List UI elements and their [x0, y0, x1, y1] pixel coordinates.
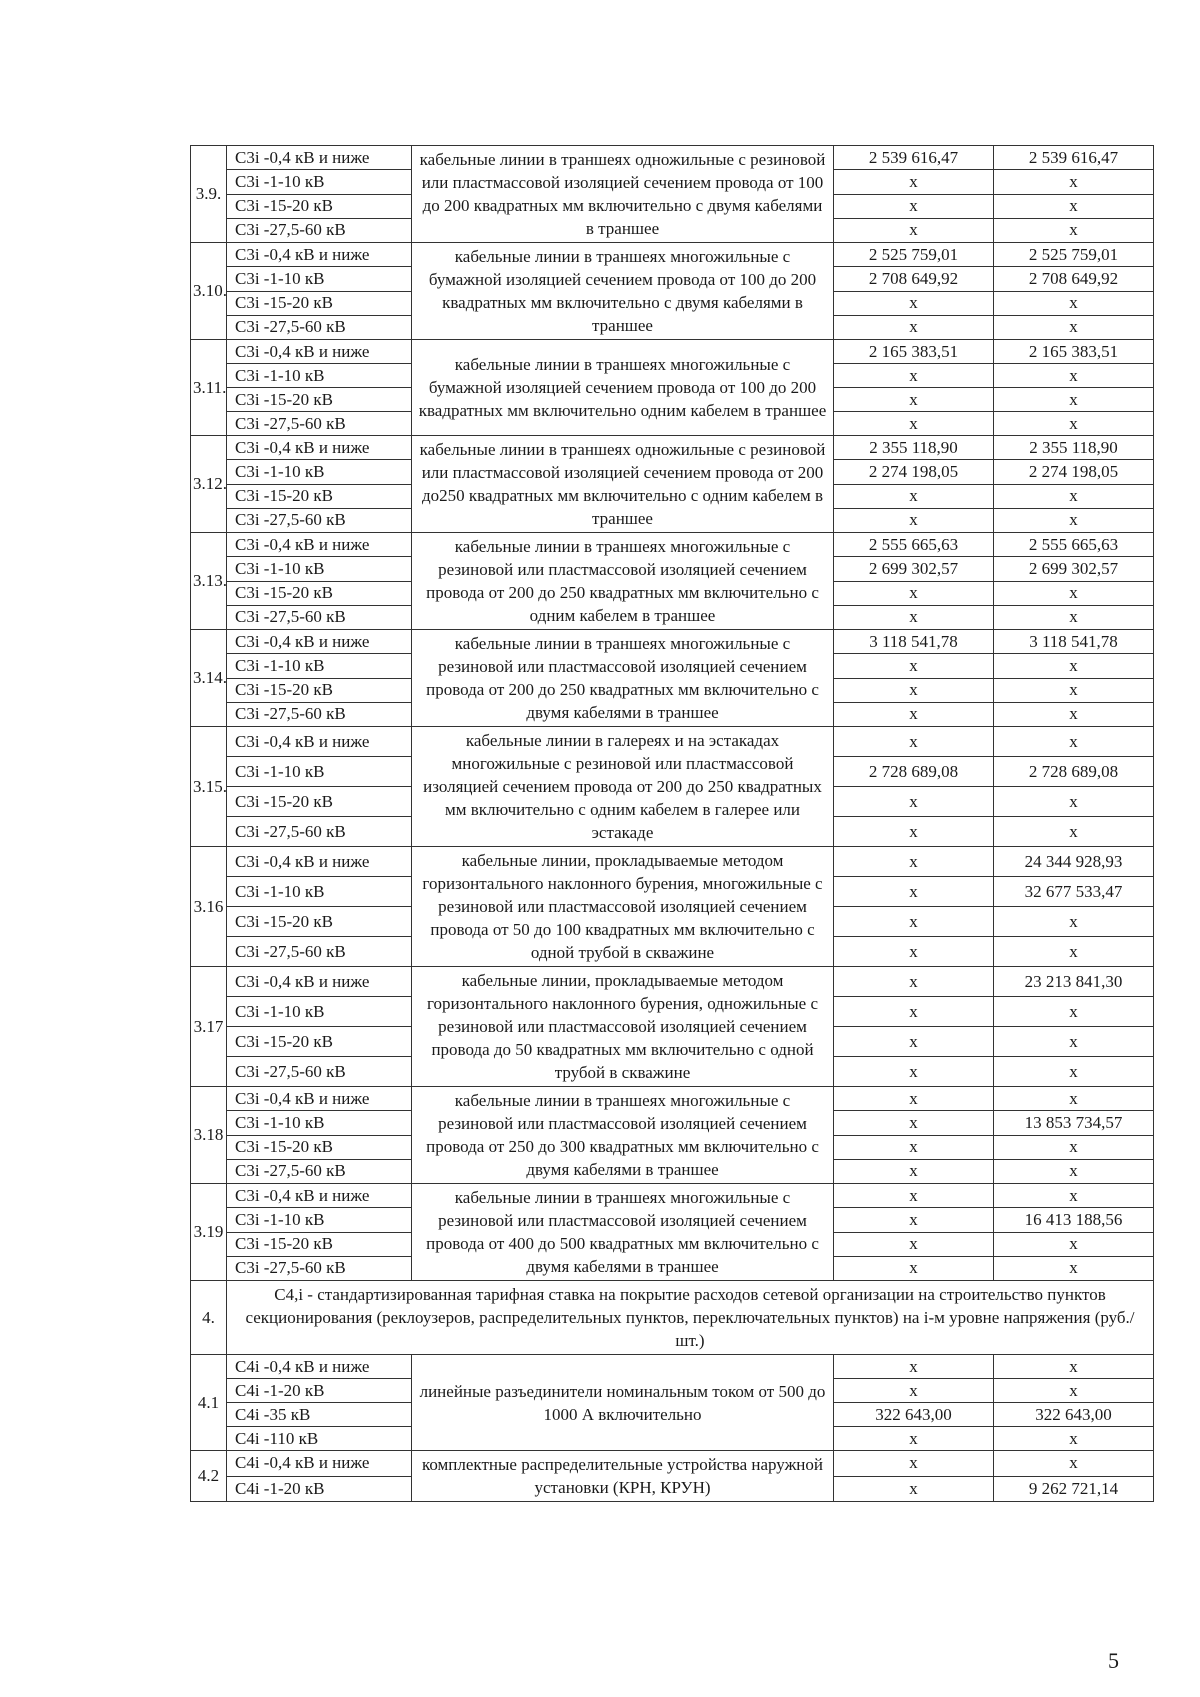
- voltage-level: C4i -1-20 кВ: [227, 1379, 412, 1403]
- item-number: 3.18: [191, 1087, 227, 1184]
- rate-value-2: x: [994, 1451, 1154, 1477]
- voltage-level: C3i -27,5-60 кВ: [227, 1256, 412, 1280]
- voltage-level: C3i -0,4 кВ и ниже: [227, 727, 412, 757]
- rate-value-2: 2 708 649,92: [994, 267, 1154, 291]
- rate-value-2: x: [994, 702, 1154, 726]
- voltage-level: C3i -1-10 кВ: [227, 997, 412, 1027]
- rate-value-2: x: [994, 1087, 1154, 1111]
- voltage-level: C3i -0,4 кВ и ниже: [227, 1184, 412, 1208]
- line-description: кабельные линии в траншеях одножильные с резиновой или пластмассовой изоляцией сечением провода от 100 до 200 квадратных мм включительно с двумя кабелями в траншее: [412, 146, 834, 243]
- voltage-level: C3i -1-10 кВ: [227, 170, 412, 194]
- line-description: кабельные линии в траншеях многожильные с резиновой или пластмассовой изоляцией сечением провода от 200 до 250 квадратных мм включительно с одним кабелем в траншее: [412, 533, 834, 630]
- tariff-table: [190, 145, 1154, 1502]
- voltage-level: C3i -27,5-60 кВ: [227, 817, 412, 847]
- rate-value-2: 2 555 665,63: [994, 533, 1154, 557]
- table-row: [191, 847, 1154, 877]
- table-row: [191, 727, 1154, 757]
- voltage-level: C3i -15-20 кВ: [227, 484, 412, 508]
- line-description: линейные разъединители номинальным током от 500 до 1000 А включительно: [412, 1355, 834, 1451]
- item-number: 3.17: [191, 967, 227, 1087]
- rate-value-2: x: [994, 654, 1154, 678]
- item-number: 3.16: [191, 847, 227, 967]
- voltage-level: C3i -0,4 кВ и ниже: [227, 340, 412, 364]
- rate-value-2: x: [994, 817, 1154, 847]
- rate-value-1: 2 165 383,51: [834, 340, 994, 364]
- voltage-level: C3i -27,5-60 кВ: [227, 218, 412, 242]
- voltage-level: C3i -15-20 кВ: [227, 291, 412, 315]
- rate-value-2: x: [994, 388, 1154, 412]
- rate-value-1: 2 555 665,63: [834, 533, 994, 557]
- item-number: 3.10.: [191, 243, 227, 340]
- voltage-level: C3i -27,5-60 кВ: [227, 1057, 412, 1087]
- line-description: кабельные линии в траншеях многожильные с бумажной изоляцией сечением провода от 100 до 200 квадратных мм включительно одним кабелем в траншее: [412, 340, 834, 436]
- rate-value-1: x: [834, 678, 994, 702]
- rate-value-2: x: [994, 937, 1154, 967]
- voltage-level: C3i -0,4 кВ и ниже: [227, 847, 412, 877]
- rate-value-1: 322 643,00: [834, 1403, 994, 1427]
- voltage-level: C3i -15-20 кВ: [227, 1232, 412, 1256]
- rate-value-2: x: [994, 508, 1154, 532]
- rate-value-1: x: [834, 1256, 994, 1280]
- rate-value-2: x: [994, 1355, 1154, 1379]
- voltage-level: C4i -110 кВ: [227, 1427, 412, 1451]
- table-row: [191, 1355, 1154, 1379]
- rate-value-1: x: [834, 388, 994, 412]
- rate-value-2: x: [994, 1379, 1154, 1403]
- rate-value-1: x: [834, 937, 994, 967]
- rate-value-2: x: [994, 484, 1154, 508]
- line-description: кабельные линии в траншеях одножильные с резиновой или пластмассовой изоляцией сечением провода от 200 до250 квадратных мм включительно с одним кабелем в траншее: [412, 436, 834, 533]
- rate-value-2: 2 274 198,05: [994, 460, 1154, 484]
- voltage-level: C3i -1-10 кВ: [227, 757, 412, 787]
- section-row: [191, 1281, 1154, 1355]
- voltage-level: C4i -0,4 кВ и ниже: [227, 1355, 412, 1379]
- rate-value-2: x: [994, 787, 1154, 817]
- rate-value-2: 2 728 689,08: [994, 757, 1154, 787]
- rate-value-2: x: [994, 291, 1154, 315]
- rate-value-1: x: [834, 1159, 994, 1183]
- voltage-level: C3i -15-20 кВ: [227, 678, 412, 702]
- rate-value-2: x: [994, 1159, 1154, 1183]
- voltage-level: C3i -27,5-60 кВ: [227, 702, 412, 726]
- table-row: [191, 630, 1154, 654]
- line-description: кабельные линии, прокладываемые методом горизонтального наклонного бурения, одножильные с резиновой или пластмассовой изоляцией сечением провода до 50 квадратных мм включительно с одной трубой в скважине: [412, 967, 834, 1087]
- rate-value-1: x: [834, 1135, 994, 1159]
- rate-value-2: x: [994, 1232, 1154, 1256]
- voltage-level: C3i -1-10 кВ: [227, 460, 412, 484]
- voltage-level: C3i -27,5-60 кВ: [227, 605, 412, 629]
- rate-value-1: x: [834, 1057, 994, 1087]
- rate-value-2: 2 539 616,47: [994, 146, 1154, 170]
- rate-value-2: 16 413 188,56: [994, 1208, 1154, 1232]
- voltage-level: C3i -0,4 кВ и ниже: [227, 533, 412, 557]
- rate-value-1: 2 708 649,92: [834, 267, 994, 291]
- rate-value-1: x: [834, 967, 994, 997]
- voltage-level: C3i -15-20 кВ: [227, 581, 412, 605]
- rate-value-1: x: [834, 1451, 994, 1477]
- rate-value-1: 2 355 118,90: [834, 436, 994, 460]
- rate-value-1: x: [834, 412, 994, 436]
- rate-value-1: x: [834, 194, 994, 218]
- rate-value-1: x: [834, 581, 994, 605]
- rate-value-2: x: [994, 727, 1154, 757]
- voltage-level: C3i -1-10 кВ: [227, 1111, 412, 1135]
- line-description: кабельные линии в траншеях многожильные с резиновой или пластмассовой изоляцией сечением провода от 400 до 500 квадратных мм включительно с двумя кабелями в траншее: [412, 1184, 834, 1281]
- rate-value-1: x: [834, 817, 994, 847]
- rate-value-2: x: [994, 1057, 1154, 1087]
- rate-value-2: x: [994, 997, 1154, 1027]
- voltage-level: C3i -27,5-60 кВ: [227, 937, 412, 967]
- voltage-level: C3i -0,4 кВ и ниже: [227, 1087, 412, 1111]
- line-description: кабельные линии в галереях и на эстакадах многожильные с резиновой или пластмассовой изоляцией сечением провода от 200 до 250 квадратных мм включительно с одним кабелем в галерее или эстакаде: [412, 727, 834, 847]
- rate-value-1: 2 728 689,08: [834, 757, 994, 787]
- rate-value-2: 3 118 541,78: [994, 630, 1154, 654]
- rate-value-1: x: [834, 1427, 994, 1451]
- item-number: 3.9.: [191, 146, 227, 243]
- rate-value-1: 2 539 616,47: [834, 146, 994, 170]
- rate-value-2: x: [994, 581, 1154, 605]
- rate-value-1: x: [834, 1111, 994, 1135]
- voltage-level: C3i -1-10 кВ: [227, 877, 412, 907]
- rate-value-2: 2 355 118,90: [994, 436, 1154, 460]
- voltage-level: C3i -27,5-60 кВ: [227, 412, 412, 436]
- rate-value-1: 2 274 198,05: [834, 460, 994, 484]
- table-row: [191, 340, 1154, 364]
- voltage-level: C3i -1-10 кВ: [227, 364, 412, 388]
- rate-value-2: x: [994, 1135, 1154, 1159]
- line-description: комплектные распределительные устройства наружной установки (КРН, КРУН): [412, 1451, 834, 1502]
- table-row: [191, 533, 1154, 557]
- voltage-level: C3i -1-10 кВ: [227, 557, 412, 581]
- rate-value-1: x: [834, 997, 994, 1027]
- rate-value-2: x: [994, 315, 1154, 339]
- rate-value-1: x: [834, 654, 994, 678]
- voltage-level: C3i -0,4 кВ и ниже: [227, 243, 412, 267]
- voltage-level: C3i -15-20 кВ: [227, 787, 412, 817]
- item-number: 4.2: [191, 1451, 227, 1502]
- rate-value-1: 2 525 759,01: [834, 243, 994, 267]
- table-row: [191, 1451, 1154, 1477]
- rate-value-1: x: [834, 1355, 994, 1379]
- item-number: 3.11.: [191, 340, 227, 436]
- voltage-level: C3i -15-20 кВ: [227, 388, 412, 412]
- voltage-level: C3i -15-20 кВ: [227, 1027, 412, 1057]
- voltage-level: C3i -0,4 кВ и ниже: [227, 436, 412, 460]
- item-number: 3.13.: [191, 533, 227, 630]
- voltage-level: C3i -0,4 кВ и ниже: [227, 967, 412, 997]
- table-row: [191, 1184, 1154, 1208]
- rate-value-2: x: [994, 170, 1154, 194]
- voltage-level: C3i -27,5-60 кВ: [227, 508, 412, 532]
- rate-value-2: x: [994, 907, 1154, 937]
- rate-value-1: x: [834, 170, 994, 194]
- table-row: [191, 436, 1154, 460]
- rate-value-2: x: [994, 1427, 1154, 1451]
- rate-value-1: x: [834, 787, 994, 817]
- rate-value-1: x: [834, 1087, 994, 1111]
- rate-value-1: x: [834, 1379, 994, 1403]
- rate-value-2: x: [994, 1256, 1154, 1280]
- rate-value-1: x: [834, 1476, 994, 1502]
- rate-value-2: x: [994, 218, 1154, 242]
- rate-value-1: x: [834, 907, 994, 937]
- rate-value-1: x: [834, 1184, 994, 1208]
- rate-value-1: 3 118 541,78: [834, 630, 994, 654]
- rate-value-1: 2 699 302,57: [834, 557, 994, 581]
- voltage-level: C3i -0,4 кВ и ниже: [227, 146, 412, 170]
- line-description: кабельные линии, прокладываемые методом горизонтального наклонного бурения, многожильные с резиновой или пластмассовой изоляцией сечением провода от 50 до 100 квадратных мм включительно с одной трубой в скважине: [412, 847, 834, 967]
- rate-value-1: x: [834, 484, 994, 508]
- rate-value-2: x: [994, 364, 1154, 388]
- rate-value-2: 23 213 841,30: [994, 967, 1154, 997]
- rate-value-1: x: [834, 702, 994, 726]
- line-description: кабельные линии в траншеях многожильные с бумажной изоляцией сечением провода от 100 до 200 квадратных мм включительно с двумя кабелями в траншее: [412, 243, 834, 340]
- rate-value-1: x: [834, 218, 994, 242]
- rate-value-2: 13 853 734,57: [994, 1111, 1154, 1135]
- rate-value-2: x: [994, 605, 1154, 629]
- rate-value-1: x: [834, 1208, 994, 1232]
- table-row: [191, 967, 1154, 997]
- rate-value-2: x: [994, 412, 1154, 436]
- voltage-level: C3i -27,5-60 кВ: [227, 315, 412, 339]
- rate-value-1: x: [834, 364, 994, 388]
- voltage-level: C3i -1-10 кВ: [227, 1208, 412, 1232]
- voltage-level: C4i -0,4 кВ и ниже: [227, 1451, 412, 1477]
- voltage-level: C3i -15-20 кВ: [227, 194, 412, 218]
- rate-value-2: 24 344 928,93: [994, 847, 1154, 877]
- table-row: [191, 146, 1154, 170]
- line-description: кабельные линии в траншеях многожильные с резиновой или пластмассовой изоляцией сечением провода от 200 до 250 квадратных мм включительно с двумя кабелями в траншее: [412, 630, 834, 727]
- voltage-level: C3i -15-20 кВ: [227, 1135, 412, 1159]
- table-row: [191, 1087, 1154, 1111]
- voltage-level: C3i -0,4 кВ и ниже: [227, 630, 412, 654]
- page-number: 5: [1108, 1648, 1119, 1673]
- rate-value-2: 2 525 759,01: [994, 243, 1154, 267]
- voltage-level: C4i -35 кВ: [227, 1403, 412, 1427]
- rate-value-1: x: [834, 291, 994, 315]
- item-number: 3.19: [191, 1184, 227, 1281]
- rate-value-1: x: [834, 847, 994, 877]
- rate-value-2: 32 677 533,47: [994, 877, 1154, 907]
- voltage-level: C4i -1-20 кВ: [227, 1476, 412, 1502]
- rate-value-1: x: [834, 508, 994, 532]
- table-row: [191, 243, 1154, 267]
- rate-value-2: x: [994, 1184, 1154, 1208]
- rate-value-2: x: [994, 678, 1154, 702]
- rate-value-1: x: [834, 1232, 994, 1256]
- rate-value-1: x: [834, 877, 994, 907]
- voltage-level: C3i -27,5-60 кВ: [227, 1159, 412, 1183]
- rate-value-1: x: [834, 605, 994, 629]
- rate-value-2: 322 643,00: [994, 1403, 1154, 1427]
- section-title: C4,i - стандартизированная тарифная ставка на покрытие расходов сетевой организации на строительство пунктов секционирования (реклоузеров, распределительных пунктов, переключательных пунктов) на i-м уровне напряжения (руб./шт.): [227, 1281, 1154, 1355]
- item-number: 3.15.: [191, 727, 227, 847]
- item-number: 3.12.: [191, 436, 227, 533]
- section-number: 4.: [191, 1281, 227, 1355]
- rate-value-1: x: [834, 727, 994, 757]
- rate-value-2: x: [994, 194, 1154, 218]
- rate-value-2: 2 165 383,51: [994, 340, 1154, 364]
- voltage-level: C3i -1-10 кВ: [227, 654, 412, 678]
- voltage-level: C3i -1-10 кВ: [227, 267, 412, 291]
- line-description: кабельные линии в траншеях многожильные с резиновой или пластмассовой изоляцией сечением провода от 250 до 300 квадратных мм включительно с двумя кабелями в траншее: [412, 1087, 834, 1184]
- item-number: 4.1: [191, 1355, 227, 1451]
- rate-value-1: x: [834, 315, 994, 339]
- rate-value-1: x: [834, 1027, 994, 1057]
- voltage-level: C3i -15-20 кВ: [227, 907, 412, 937]
- rate-value-2: x: [994, 1027, 1154, 1057]
- item-number: 3.14.: [191, 630, 227, 727]
- rate-value-2: 9 262 721,14: [994, 1476, 1154, 1502]
- rate-value-2: 2 699 302,57: [994, 557, 1154, 581]
